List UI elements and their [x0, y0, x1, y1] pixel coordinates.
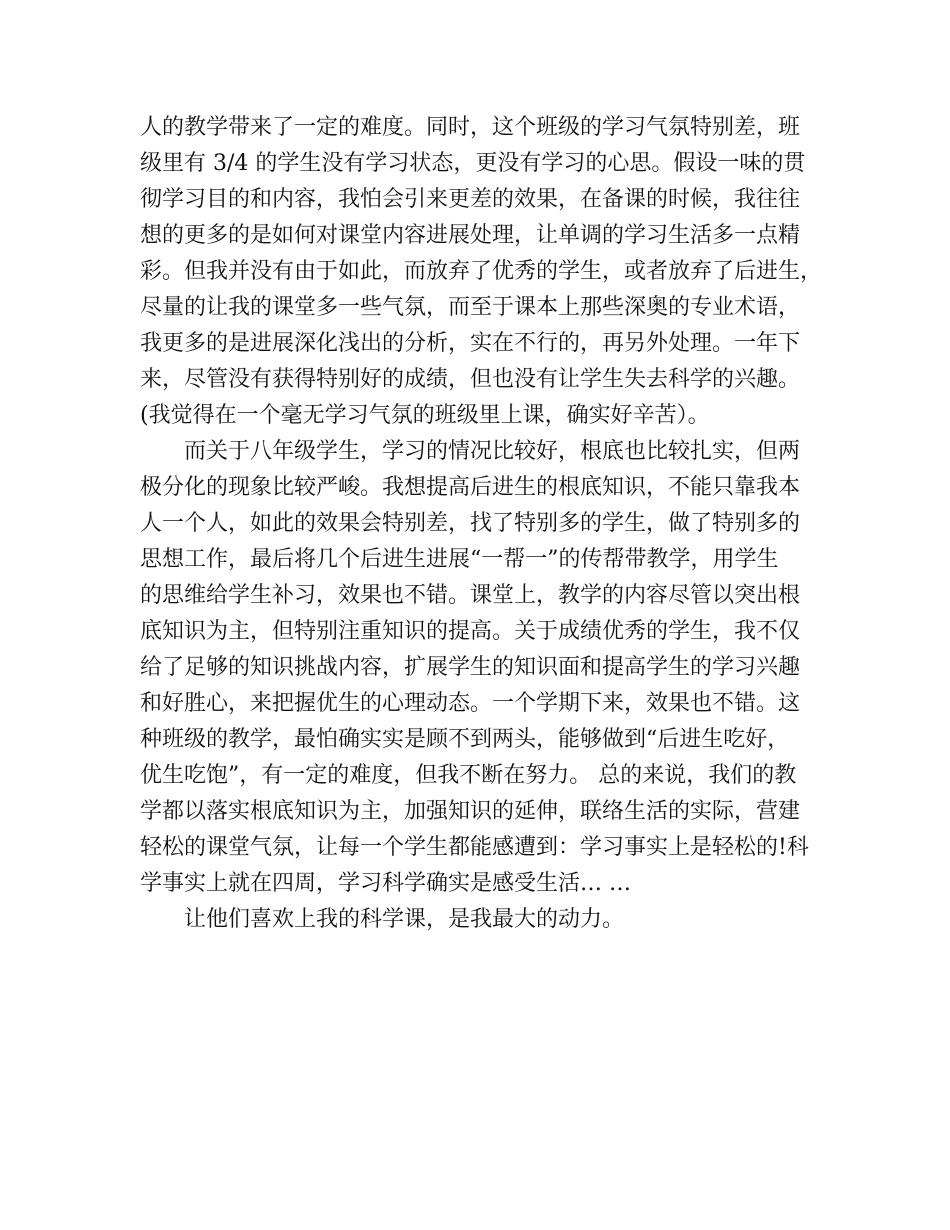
- text-line: 级里有 3/4 的学生没有学习状态，更没有学习的心思。假设一味的贯: [140, 151, 806, 176]
- text-line: 彻学习目的和内容，我怕会引来更差的效果，在备课的时候，我往往: [140, 187, 801, 212]
- text-line: 种班级的教学，最怕确实实是顾不到两头，能够做到“后进生吃好，: [140, 727, 790, 752]
- paragraph-start-line: 让他们喜欢上我的科学课，是我最大的动力。: [184, 907, 625, 932]
- text-line: 和好胜心，来把握优生的心理动态。一个学期下来，效果也不错。这: [140, 691, 801, 716]
- text-line: 来，尽管没有获得特别好的成绩，但也没有让学生失去科学的兴趣。: [140, 367, 801, 392]
- text-line: 人一个人，如此的效果会特别差，找了特别多的学生，做了特别多的: [140, 511, 801, 536]
- text-line: 学都以落实根底知识为主，加强知识的延伸，联络生活的实际，营建: [140, 799, 801, 824]
- text-line: 给了足够的知识挑战内容，扩展学生的知识面和提高学生的学习兴趣: [140, 655, 801, 680]
- body-text: [140, 110, 830, 938]
- text-line: 极分化的现象比较严峻。我想提高后进生的根底知识，不能只靠我本: [140, 475, 801, 500]
- text-line: 彩。但我并没有由于如此，而放弃了优秀的学生，或者放弃了后进生，: [140, 259, 823, 284]
- text-line: (我觉得在一个毫无学习气氛的班级里上课，确实好辛苦）。: [140, 403, 710, 428]
- text-line: 人的教学带来了一定的难度。同时，这个班级的学习气氛特别差，班: [140, 115, 801, 140]
- text-line: 我更多的是进展深化浅出的分析，实在不行的，再另外处理。一年下: [140, 331, 801, 356]
- text-line: 思想工作，最后将几个后进生进展“一帮一”的传帮带教学，用学生: [140, 547, 779, 572]
- text-line: 想的更多的是如何对课堂内容进展处理，让单调的学习生活多一点精: [140, 223, 801, 248]
- paragraph-start-line: 而关于八年级学生，学习的情况比较好，根底也比较扎实，但两: [184, 439, 801, 464]
- text-line: 轻松的课堂气氛，让每一个学生都能感遭到：学习事实上是轻松的!科: [140, 835, 809, 860]
- text-line: 学事实上就在四周，学习科学确实是感受生活… …: [140, 871, 631, 896]
- text-line: 优生吃饱”，有一定的难度，但我不断在努力。 总的来说，我们的教: [140, 763, 797, 788]
- text-line: 的思维给学生补习，效果也不错。课堂上，教学的内容尽管以突出根: [140, 583, 801, 608]
- text-line: 尽量的让我的课堂多一些气氛，而至于课本上那些深奥的专业术语，: [140, 295, 801, 320]
- text-line: 底知识为主，但特别注重知识的提高。关于成绩优秀的学生，我不仅: [140, 619, 801, 644]
